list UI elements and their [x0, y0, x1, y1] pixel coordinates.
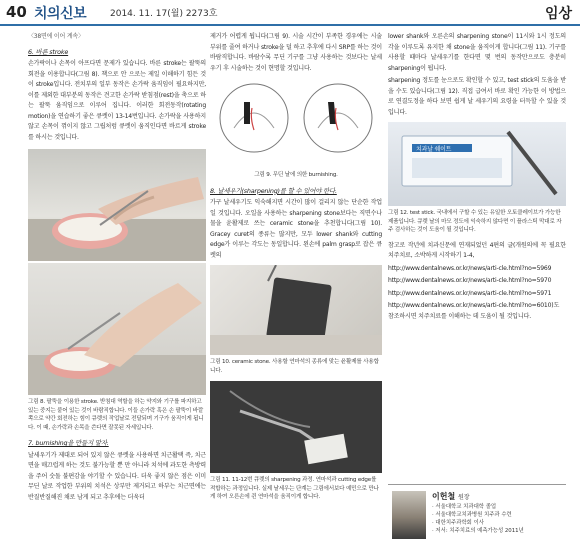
column-2 [210, 32, 382, 508]
hand-instrument-image [28, 149, 206, 261]
paragraph: sharpening 정도를 눈으로도 확인할 수 있고, test stick의 도움을 받을 수도 있습니다(그림 12). 직접 급여서 바로 확인 가능한 이 방법으로 연결도정을 하다 보면 쉽게 날 세우기의 요령을 터득할 수 있을 것입니다. [388, 77, 566, 116]
figure-10-caption: 그림 10. ceramic stone. 사용할 연마석의 종류에 맞는 윤활제를 사용합니다. [210, 359, 379, 374]
figure-8-photo-top [28, 149, 206, 261]
reference-link[interactable]: http://www.dentalnews.or.kr/news/arti-cle.html?no=5970 [388, 277, 552, 284]
author-info: · 서울대학교 치과대학 졸업 · 서울대학교치과병원 치주과 수련 · 대한치주과학회 이사 · 저서: 치주치료의 예측가능성 2011년 [432, 504, 524, 534]
paragraph: 날세우기가 제대로 되어 있지 않은 큐렛을 사용하면 치근활택 즉, 치근면을 매끄럽게 하는 것도 불가능할 뿐 만 아니라 치석에 과도한 측방력을 주어 숫돌 불편감을 야기할 수 있습니다. 더욱 좋지 않은 점은 이미 무딘 날로 작업한 부위의 치석은 상부만 제거되고 하부는 치근면에는 반질반질해진 채로 남게 되고 추후에는 더욱더 [28, 451, 206, 501]
figure-8-photo-bottom [28, 263, 206, 395]
figure-11-caption: 그림 11. 11-12번 큐렛의 sharpening 과정. 연마석과 cutting edge를 적합하는 과정입니다. 실제 날세우는 단계는 그림에서보다 예민으로 만나게 하여 오른손에 쥔 연마석을 움직이게 합니다. [210, 477, 379, 500]
hand-curet-image [28, 263, 206, 395]
figure-9-caption: 그림 9. 무딘 날에 의한 burnishing. [254, 172, 338, 178]
figure-11-photo [210, 381, 382, 473]
subheading-8: 8. 날세우기(sharpening)를 할 수 있어야 한다. [210, 186, 337, 195]
issue-info: 2014. 11. 17(월) 2273호 [110, 9, 218, 19]
masthead: 치의신보 [34, 6, 87, 22]
column-3 [388, 32, 566, 324]
reference-link[interactable]: http://www.dentalnews.or.kr/news/arti-cle.html?no=6010)도 참조하시면 치주치료를 이해하는 데 도움이 될 것입니다. [388, 302, 560, 320]
test-stick-image [388, 122, 566, 206]
figure-10-photo [210, 265, 382, 355]
paragraph: lower shank와 오른손의 sharpening stone이 11시와 1시 정도의 각을 이루도록 유지한 채 stone을 움직이게 합니다(그림 11). 기구를 사용할 때마다 날세우기를 한다면 몇 번의 동작만으로도 충분히 sharpening이 됩니다. [388, 33, 566, 72]
figure-8-caption: 그림 8. 팔뚝을 이용한 stroke. 받침대 역할을 하는 약지와 기구를 파지하고 있는 중지는 붙어 있는 것이 바람직합니다. 이들 손가락 혹은 손 팔뚝이 바깥쪽으로 약간 회전하는 힘이 큐렛의 작업날로 전달되며 기구가 움직이게 됩니다. 이 때, 손가락과 손목을 쓴다면 잘못된 자세입니다. [28, 399, 204, 431]
paragraph: 손가락이나 손목이 아프다면 문제가 있습니다. 바른 stroke는 팔뚝의 회전을 이용합니다(그림 8). 책으로 안 으로는 제일 이해하기 힘든 것이 stroke입니다. 전치부의 일부 동작은 손가락 움직임이 필요하지만, 이를 제외한 대부분의 동작은 견고한 손가락 받침점(rest)을 축으로 하는 팔뚝 움직임으로 이루어 집니다. 이러한 회전동작(rotating motion)을 연습하기 좋은 큐렛이 13-14번입니다. 손가락을 사용하지 않고 손목이 꺾이지 않고 그립처럼 큐렛이 움직인다면 바르게 stroke를 하시는 것입니다. [28, 60, 206, 141]
reference-link[interactable]: http://www.dentalnews.or.kr/news/arti-cle.html?no=5971 [388, 289, 552, 297]
ceramic-stone-image [210, 265, 382, 355]
section-title: 임상 [544, 6, 572, 22]
subheading-6: 6. 바른 stroke [28, 47, 69, 56]
author-box [388, 484, 566, 546]
column-1 [28, 32, 206, 505]
reference-link[interactable]: http://www.dentalnews.or.kr/news/arti-cle.html?no=5969 [388, 264, 552, 272]
product-label: 치과날 쉐이트 [416, 146, 452, 153]
author-photo [392, 491, 426, 539]
page-header [0, 0, 580, 26]
continuation-note: 〈38면에 이어 계속〉 [28, 33, 84, 40]
paragraph: 제거가 어렵게 됩니다(그림 9). 시술 시간이 부족한 경우에는 시술 부위를 줄여 하거나 stroke을 덜 하고 추후에 다시 SRP를 하는 것이 바람직합니다. 바람수록 무딘 기구를 그냥 사용하는 것보다는 날세우기 후 시술하는 것이 현명할 것입니다. [210, 33, 382, 72]
burnishing-diagram [210, 78, 382, 162]
figure-12-caption: 그림 12. test stick. 국내에서 구할 수 있는 유일한 오토클레이브가 가능한 제품입니다. 큐렛 날의 마모 정도에 익숙하지 않다면 이 플라스틱 막대로 자주 검사하는 것이 도움이 될 것입니다. [388, 210, 562, 233]
figure-9-illustration [210, 78, 382, 168]
author-name: 이헌철 원장 [432, 492, 470, 501]
paragraph: 가구 날세우기도 익숙해지면 시간이 많이 걸리지 않는 단순한 작업일 것입니다. 오일을 사용하는 sharpening stone보다는 직면수나 물을 윤활제로 쓰는 ceramic stone을 추천합니다(그림 10). Gracey curet의 종류는 많지만, 모두 lower shank와 cutting edge가 이루는 각도는 동일합니다. 왼손에 palm grasp로 잡은 큐렛의 [210, 199, 382, 259]
sharpening-process-image [210, 381, 382, 473]
page-number: 40 [6, 3, 27, 21]
subheading-7: 7. burnishing을 만들지 말자. [28, 439, 109, 447]
figure-12-photo [388, 122, 566, 206]
paragraph: 참고로 작년에 치과신문에 연재되었던 4편의 글(개원의에 꼭 필요한 치주치료, 소박하게 시작하기 1-4, [388, 241, 566, 259]
